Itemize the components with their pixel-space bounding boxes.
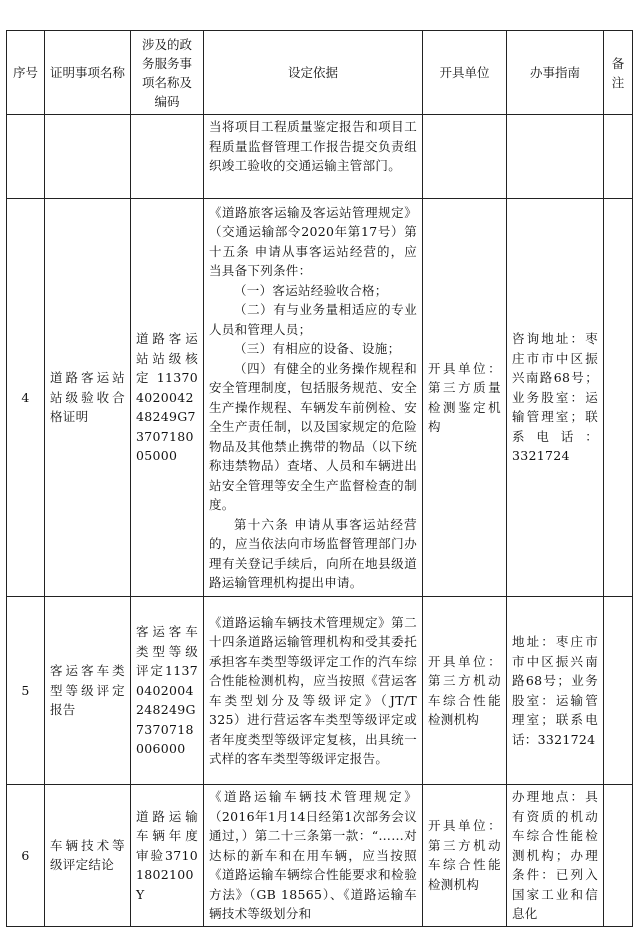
row-guide: 地址：枣庄市市中区振兴南路68号；业务股室：运输管理室；联系电话：3321724	[507, 597, 604, 785]
row-seq: 5	[7, 597, 45, 785]
row-guide: 办理地点：具有资质的机动车综合性能检测机构；办理条件：已列入国家工业和信息化	[507, 785, 604, 927]
basis-paragraph: 当将项目工程质量鉴定报告和项目工程质量监督管理工作报告提交负责组织竣工验收的交通运输主管部门。	[209, 119, 417, 173]
row-service-item: 道路运输车辆年度审验37101802100Y	[131, 785, 204, 927]
row-seq	[7, 115, 45, 199]
row-remark	[604, 199, 633, 597]
row-service-item: 客运客车类型等级评定11370402004248249G7370718006000	[131, 597, 204, 785]
header-basis: 设定依据	[204, 31, 423, 115]
header-remark: 备注	[604, 31, 633, 115]
basis-paragraph: 《道路运输车辆技术管理规定》第二十四条道路运输管理机构和受其委托承担客车类型等级评定工作的汽车综合性能检测机构，应当按照《营运客车类型划分及等级评定》（JT/T 325）进行营运客车类型等级评定或者年度类型等级评定复核，出具统一式样的客车类型等级评定报告。	[209, 614, 417, 766]
row-remark	[604, 115, 633, 199]
header-issuer: 开具单位	[423, 31, 507, 115]
header-seq: 序号	[7, 31, 45, 115]
basis-paragraph: 《道路旅客运输及客运站管理规定》（交通运输部令2020年第17号）第十五条 申请从事客运站经营的，应当具备下列条件：	[209, 204, 417, 278]
row-item-name: 客运客车类型等级评定报告	[45, 597, 131, 785]
table-row	[7, 199, 633, 597]
row-issuer: 开具单位：第三方机动车综合性能检测机构	[423, 785, 507, 927]
header-service-item: 涉及的政务服务事项名称及编码	[131, 31, 204, 115]
row-issuer	[423, 115, 507, 199]
header-guide: 办事指南	[507, 31, 604, 115]
table-header-row	[7, 31, 633, 115]
row-basis	[204, 199, 423, 597]
basis-paragraph: 《道路运输车辆技术管理规定》（2016年1月14日经第1次部务会议通过，）第二十三条第一款：“……对达标的新车和在用车辆，应当按照《道路运输车辆综合性能要求和检验方法》（GB 18565）、《道路运输车辆技术等级划分和	[209, 789, 417, 921]
row-remark	[604, 597, 633, 785]
table-row	[7, 597, 633, 785]
certificate-items-table	[6, 30, 633, 927]
table-row	[7, 115, 633, 199]
row-item-name: 道路客运站站级验收合格证明	[45, 199, 131, 597]
row-basis	[204, 115, 423, 199]
row-issuer: 开具单位：第三方质量检测鉴定机构	[423, 199, 507, 597]
basis-paragraph: （二）有与业务量相适应的专业人员和管理人员；	[209, 302, 417, 337]
row-service-item: 道路客运站站级核定11370402004248249G7370718005000	[131, 199, 204, 597]
row-item-name	[45, 115, 131, 199]
row-seq: 4	[7, 199, 45, 597]
basis-paragraph: （一）客运站经验收合格；	[234, 282, 388, 298]
basis-paragraph: （三）有相应的设备、设施；	[234, 341, 401, 356]
row-guide	[507, 115, 604, 199]
row-remark	[604, 785, 633, 927]
table-row	[7, 785, 633, 927]
header-item-name: 证明事项名称	[45, 31, 131, 115]
basis-paragraph: （四）有健全的业务操作规程和安全管理制度，包括服务规范、安全生产操作规程、车辆发车前例检、安全生产责任制，以及国家规定的危险物品及其他禁止携带的物品（以下统称违禁物品）查堵、人员和车辆进出站安全管理等安全生产监督检查的制度。	[209, 360, 417, 512]
row-service-item	[131, 115, 204, 199]
row-issuer: 开具单位：第三方机动车综合性能检测机构	[423, 597, 507, 785]
basis-paragraph: 第十六条 申请从事客运站经营的，应当依法向市场监督管理部门办理有关登记手续后，向所在地县级道路运输管理机构提出申请。	[209, 516, 417, 590]
row-item-name: 车辆技术等级评定结论	[45, 785, 131, 927]
row-basis	[204, 785, 423, 927]
row-basis	[204, 597, 423, 785]
row-guide: 咨询地址：枣庄市市中区振兴南路68号；业务股室：运输管理室；联系电话：3321724	[507, 199, 604, 597]
row-seq: 6	[7, 785, 45, 927]
